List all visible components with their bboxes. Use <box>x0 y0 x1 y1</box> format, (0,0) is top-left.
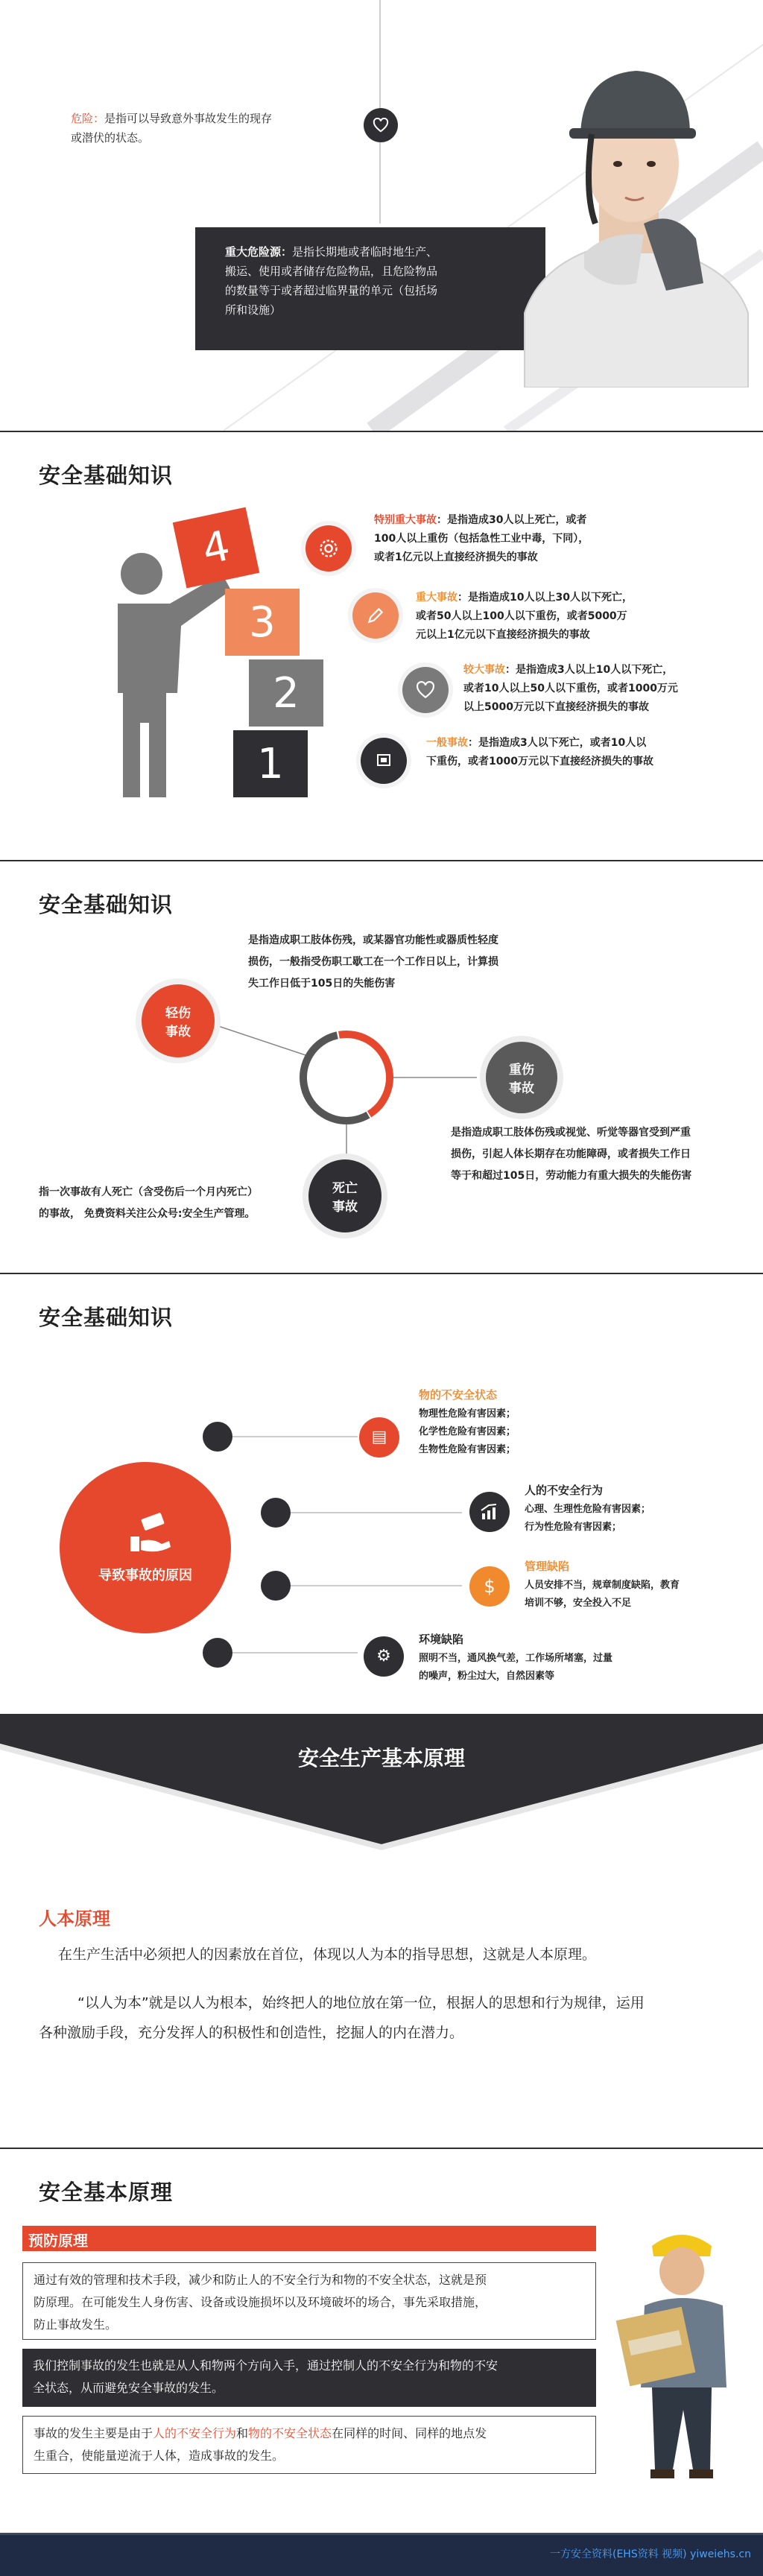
level-2-line3: 以上5000万元以下直接经济损失的事故 <box>463 701 649 713</box>
death-badge <box>308 1159 382 1232</box>
human-principle-para1: 在生产生活中必须把人的因素放在首位，体现以人为本的指导思想，这就是人本原理。 <box>58 1946 597 1963</box>
level-1-box: 1 <box>233 730 308 797</box>
level-1-term: 一般事故 <box>426 737 468 749</box>
major-colon: ： <box>281 245 293 259</box>
money-bag-icon-circle <box>469 1566 510 1607</box>
cause-dot-2 <box>261 1498 291 1528</box>
cause-4-text <box>419 1630 687 1686</box>
gear-icon-circle <box>305 525 352 572</box>
light-line2: 损伤，一般指受伤职工歇工在一个工作日以上，计算损 <box>248 956 498 968</box>
serious-injury-text <box>451 1122 756 1187</box>
box2-line1: 我们控制事故的发生也就是从人和物两个方向入手，通过控制人的不安全行为和物的不安 <box>33 2358 498 2373</box>
danger-definition <box>71 109 384 148</box>
box3-post: 在同样的时间、同样的地点发 <box>332 2426 487 2440</box>
person-stacking-figure <box>95 544 237 805</box>
prevention-bar <box>22 2226 596 2251</box>
banner-title: 安全生产基本原理 <box>297 1746 465 1770</box>
cause-4-title: 环境缺陷 <box>419 1633 464 1646</box>
section-title: 安全基础知识 <box>39 1305 174 1330</box>
death-line1: 指一次事故有人死亡（含受伤后一个月内死亡） <box>39 1186 258 1198</box>
cause-1-line1: 物理性危险有害因素； <box>419 1408 516 1420</box>
serious-line3: 等于和超过105日，劳动能力有重大损失的失能伤害 <box>451 1170 692 1182</box>
level-1-text <box>426 734 739 771</box>
footer-text[interactable]: 一方安全资料(EHS资料 视频) yiweiehs.cn <box>549 2548 751 2560</box>
cause-3-text <box>525 1557 748 1613</box>
heart-icon-circle <box>364 108 398 142</box>
level-3-line1: ：是指造成10人以上30人以下死亡， <box>458 592 633 604</box>
money-stack-icon-circle <box>359 1417 399 1458</box>
level-2-term: 较大事故 <box>463 664 505 676</box>
causes-center-circle <box>60 1462 231 1633</box>
major-line4: 所和设施） <box>225 303 282 317</box>
box3-text <box>34 2422 589 2467</box>
danger-colon: ： <box>93 112 105 125</box>
light-injury-badge <box>142 984 215 1057</box>
footer-bar <box>0 2533 763 2576</box>
chart-icon-circle <box>469 1492 510 1532</box>
level-3-box: 3 <box>225 589 300 656</box>
slide-hazard-definition <box>0 0 763 431</box>
level-2-text <box>463 661 762 717</box>
coin-icon-circle <box>364 1636 404 1677</box>
cause-2-line1: 心理、生理性危险有害因素； <box>525 1504 651 1515</box>
level-4-line2: 100人以上重伤（包括急性工业中毒，下同）， <box>374 533 589 545</box>
money-stack-icon: ▤ <box>371 1428 387 1446</box>
level-4-text <box>374 511 687 567</box>
serious-injury-label2: 事故 <box>509 1081 534 1096</box>
prevention-bar-label: 预防原理 <box>28 2232 88 2250</box>
worker-carrying-box-photo <box>600 2224 756 2492</box>
cause-dot-1 <box>203 1422 232 1452</box>
danger-line2: 或潜伏的状态。 <box>71 131 150 145</box>
level-3-text <box>416 589 729 645</box>
level-4-term: 特别重大事故 <box>374 514 437 526</box>
box3-pre: 事故的发生主要是由于 <box>34 2426 153 2440</box>
box2-text <box>33 2355 588 2399</box>
box3-red1: 人的不安全行为 <box>153 2426 237 2440</box>
pencil-icon-circle <box>352 592 399 639</box>
level-1-line2: 下重伤，或者1000万元以下直接经济损失的事故 <box>426 756 653 768</box>
serious-line1: 是指造成职工肢体伤残或视觉、听觉等器官受到严重 <box>451 1127 691 1139</box>
section-title: 安全基本原理 <box>39 2180 174 2205</box>
center-label: 导致事故的原因 <box>98 1568 192 1583</box>
serious-injury-label1: 重伤 <box>509 1063 534 1077</box>
hand-money-icon <box>115 1511 175 1556</box>
cause-3-title: 管理缺陷 <box>525 1560 570 1573</box>
major-line2: 搬运、使用或者储存危险物品，且危险物品 <box>225 265 438 278</box>
danger-term: 危险 <box>71 112 94 125</box>
level-2-line2: 或者10人以上50人以下重伤，或者1000万元 <box>463 683 678 694</box>
worker-woman-photo <box>495 45 763 387</box>
cause-1-line3: 生物性危险有害因素； <box>419 1444 516 1455</box>
death-text <box>39 1182 314 1225</box>
death-line2: 的事故， 免费资料关注公众号:安全生产管理。 <box>39 1208 256 1220</box>
cause-2-title: 人的不安全行为 <box>525 1484 604 1497</box>
level-4-line3: 或者1亿元以上直接经济损失的事故 <box>374 551 538 563</box>
box1-line2: 防原理。在可能发生人身伤害、设备或设施损坏以及环境破坏的场合，事先采取措施， <box>34 2295 487 2309</box>
human-principle-para2 <box>39 1988 739 2048</box>
box1-text <box>34 2269 589 2336</box>
level-3-line2: 或者50人以上100人以下重伤，或者5000万 <box>416 610 627 622</box>
light-injury-label1: 轻伤 <box>165 1006 191 1021</box>
slide-accident-levels <box>0 432 763 860</box>
heart-icon <box>373 118 389 133</box>
cause-4-line2: 的噪声，粉尘过大，自然因素等 <box>419 1671 555 1682</box>
section-title: 安全基础知识 <box>39 892 174 917</box>
level-4-box: 4 <box>173 507 260 589</box>
heart-icon-circle-grey <box>402 667 449 713</box>
banner-chevron <box>0 1714 763 1863</box>
level-1-line1: ：是指造成3人以下死亡，或者10人以 <box>468 737 647 749</box>
section-title: 安全基础知识 <box>39 463 174 488</box>
cause-2-line2: 行为性危险有害因素； <box>525 1522 622 1533</box>
major-hazard-definition <box>225 242 538 320</box>
prevention-box-3 <box>22 2416 596 2474</box>
box2-line2: 全状态，从而避免安全事故的发生。 <box>33 2381 224 2395</box>
serious-injury-badge <box>486 1042 557 1113</box>
cause-3-line2: 培训不够，安全投入不足 <box>525 1598 632 1609</box>
prevention-box-2 <box>22 2349 596 2407</box>
slide-prevention-principle <box>0 2149 763 2533</box>
footer-top-line <box>0 2533 763 2535</box>
light-injury-text <box>248 930 591 995</box>
monitor-icon <box>375 752 393 770</box>
monitor-icon-circle <box>361 738 407 784</box>
cause-1-title: 物的不安全状态 <box>419 1388 498 1402</box>
light-injury-label2: 事故 <box>165 1025 191 1039</box>
cause-dot-3 <box>261 1571 291 1601</box>
cause-2-text <box>525 1481 748 1537</box>
chart-up-icon <box>480 1503 499 1521</box>
cause-3-line1: 人员安排不当，规章制度缺陷，教育 <box>525 1580 680 1591</box>
level-2-box: 2 <box>249 659 323 727</box>
cause-1-text <box>419 1386 642 1459</box>
serious-line2: 损伤，引起人体长期存在功能障碍，或者损失工作日 <box>451 1148 691 1160</box>
level-3-term: 重大事故 <box>416 592 458 604</box>
death-label2: 事故 <box>332 1200 358 1215</box>
prevention-box-1 <box>22 2262 596 2340</box>
danger-line1: 是指可以导致意外事故发生的现存 <box>104 112 273 125</box>
coin-gear-icon: ⚙ <box>376 1647 391 1665</box>
major-line1: 是指长期地或者临时地生产、 <box>292 245 438 259</box>
para2-line2: 各种激励手段，充分发挥人的积极性和创造性，挖掘人的内在潜力。 <box>39 2025 464 2041</box>
pencil-icon <box>366 606 385 625</box>
para2-line1: “以人为本”就是以人为根本，始终把人的地位放在第一位，根据人的思想和行为规律，运用 <box>77 1995 645 2011</box>
slide-accident-causes <box>0 1274 763 1714</box>
gear-icon <box>318 538 339 559</box>
human-principle-title: 人本原理 <box>39 1908 110 1929</box>
major-line3: 的数量等于或者超过临界量的单元（包括场 <box>225 284 438 297</box>
level-2-line1: ：是指造成3人以上10人以下死亡， <box>505 664 674 676</box>
money-bag-icon: $ <box>484 1576 496 1597</box>
light-line3: 失工作日低于105日的失能伤害 <box>248 978 396 990</box>
cause-dot-4 <box>203 1638 232 1668</box>
level-4-line1: ：是指造成30人以上死亡，或者 <box>437 514 587 526</box>
box3-red2: 物的不安全状态 <box>248 2426 332 2440</box>
light-line1: 是指造成职工肢体伤残，或某器官功能性或器质性轻度 <box>248 934 498 946</box>
cause-1-line2: 化学性危险有害因素； <box>419 1426 516 1437</box>
level-3-line3: 元以上1亿元以下直接经济损失的事故 <box>416 629 590 641</box>
death-label1: 死亡 <box>332 1181 358 1196</box>
box1-line3: 防止事故发生。 <box>34 2317 118 2332</box>
box3-line2: 生重合，使能量逆流于人体，造成事故的发生。 <box>34 2449 285 2463</box>
cause-4-line1: 照明不当，通风换气差，工作场所堵塞，过量 <box>419 1653 613 1664</box>
box1-line1: 通过有效的管理和技术手段，减少和防止人的不安全行为和物的不安全状态，这就是预 <box>34 2273 487 2287</box>
heart-icon <box>416 681 435 699</box>
box3-and: 和 <box>236 2426 249 2440</box>
major-term: 重大危险源 <box>225 245 282 259</box>
slide-human-principle <box>0 1714 763 2148</box>
slide-injury-types <box>0 861 763 1273</box>
